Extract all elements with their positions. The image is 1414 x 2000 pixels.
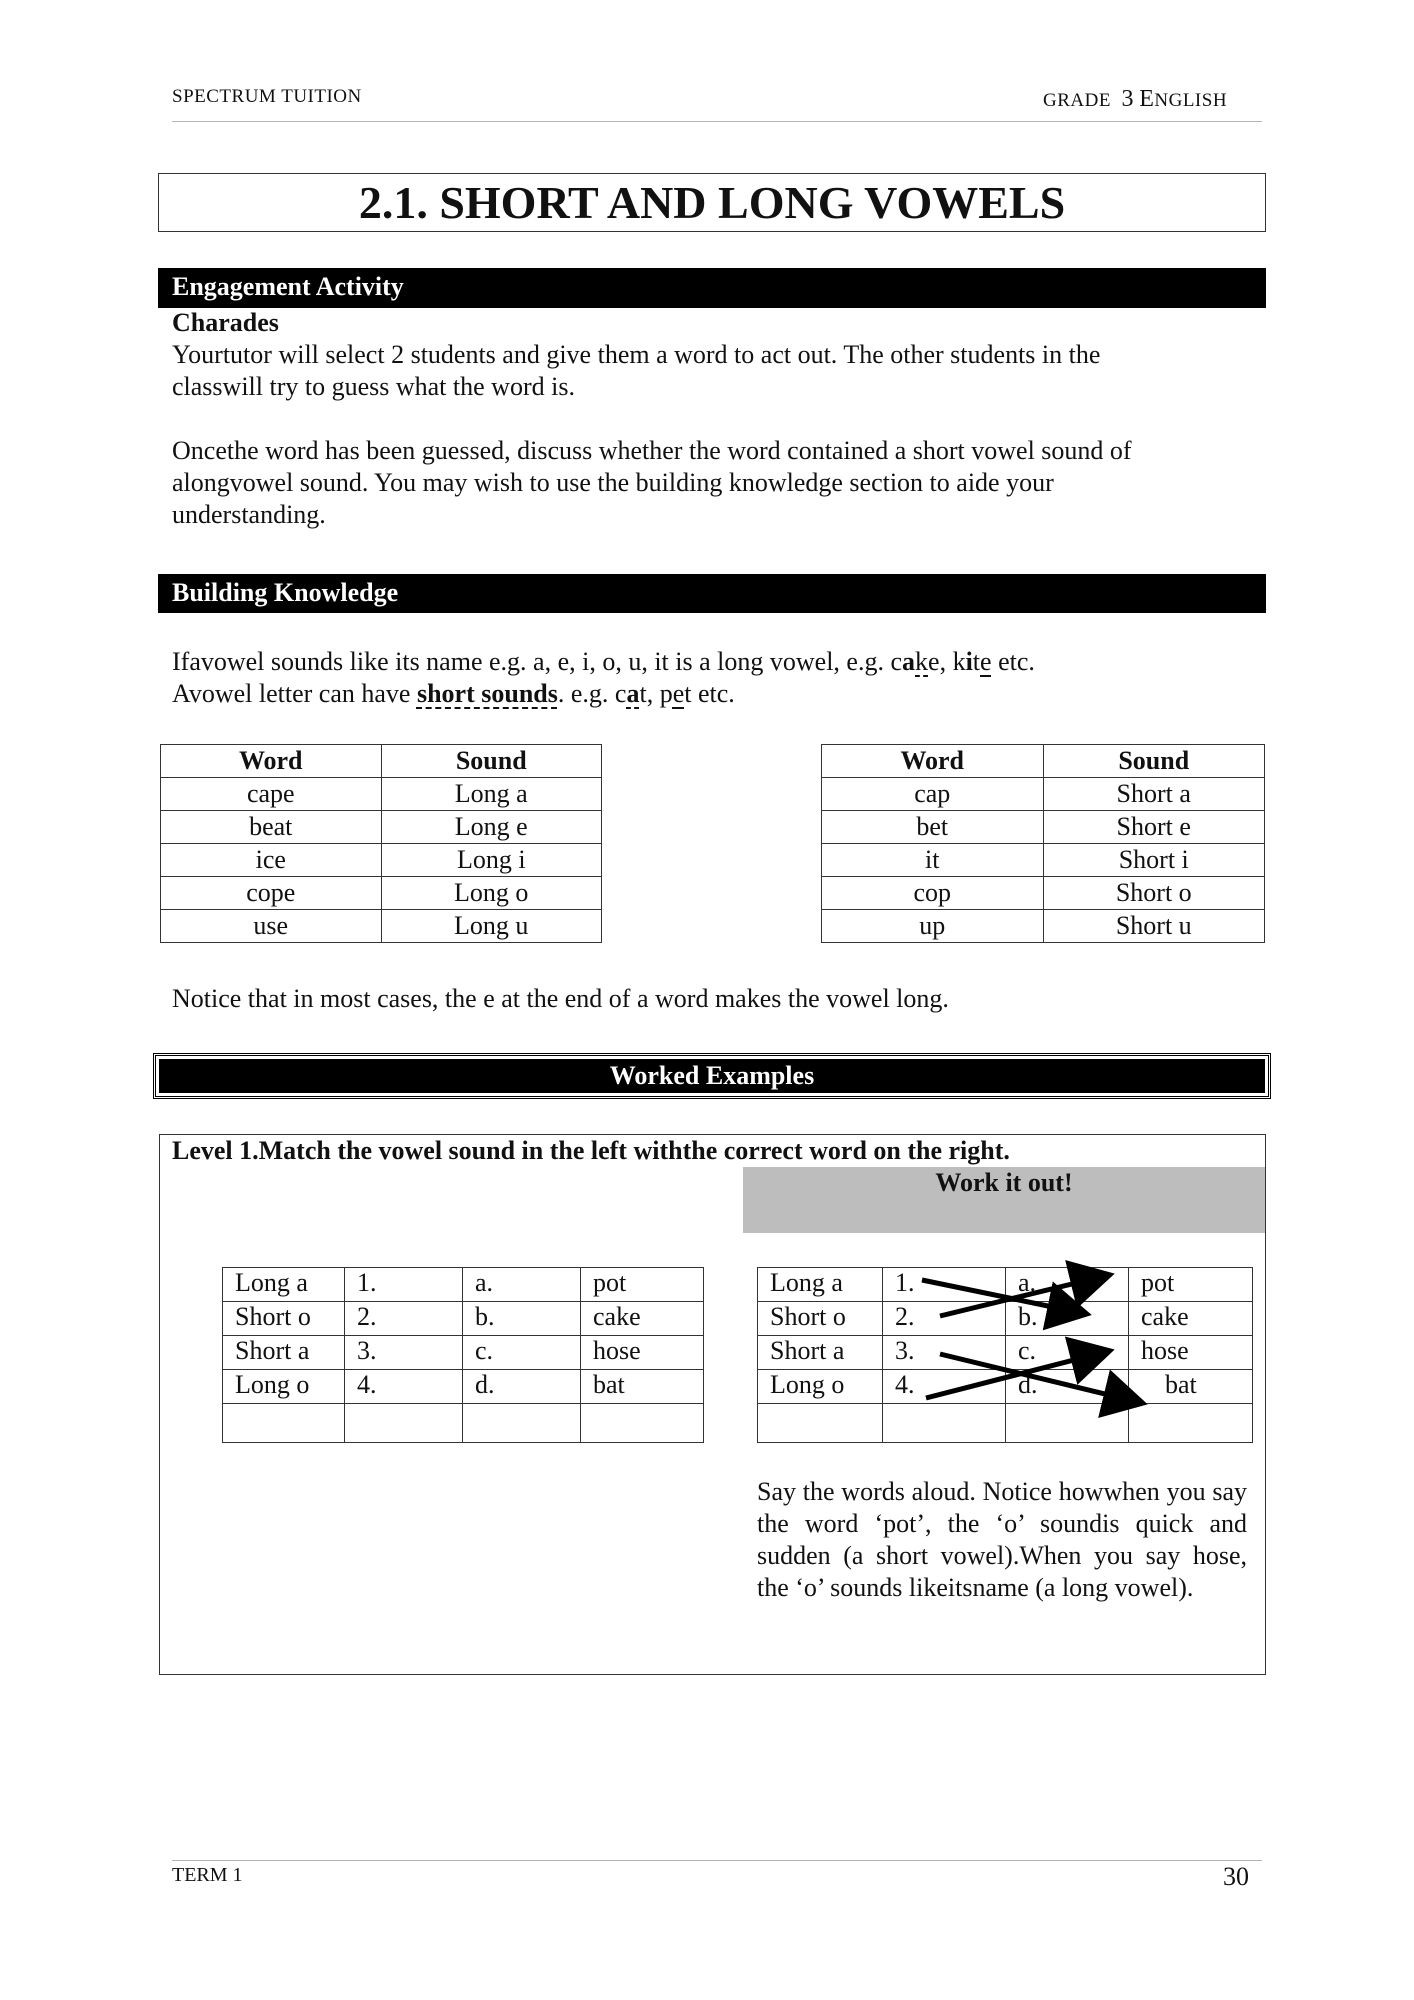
kite-e: e (980, 647, 992, 676)
pet-consonant: t (684, 679, 692, 708)
word-cell: cap (822, 778, 1044, 811)
short-sounds-term: short sounds (416, 679, 558, 708)
building-knowledge-bar: Building Knowledge (158, 574, 1266, 613)
engagement-para1-line1: Yourtutor will select 2 students and give them a word to act out. The other students in the (172, 340, 1101, 369)
sound-cell: Short i (1043, 844, 1265, 877)
footer-rule (172, 1860, 1262, 1861)
sound-cell: Short a (758, 1336, 883, 1370)
letter-cell: b. (1006, 1302, 1129, 1336)
letter-cell: a. (463, 1268, 581, 1302)
word-cell: ice (161, 844, 382, 877)
number-cell: 2. (345, 1302, 463, 1336)
header-subject-initial: E (1139, 86, 1155, 112)
word-cell: bat (1129, 1370, 1253, 1404)
header-grade-number: 3 (1121, 86, 1134, 112)
long-table-header-word: Word (161, 745, 382, 778)
header-grade-label: GRADE (1043, 90, 1111, 111)
level1-instruction: Level 1.Match the vowel sound in the left withthe correct word on the right. (172, 1136, 1010, 1165)
sound-cell: Short o (1043, 877, 1265, 910)
word-cell: cape (161, 778, 382, 811)
word-cell: cake (581, 1302, 704, 1336)
worked-examples-label: Worked Examples (159, 1059, 1265, 1093)
engagement-para1-line2: classwill try to guess what the word is. (172, 372, 575, 401)
word-cell: hose (581, 1336, 704, 1370)
sound-cell: Short a (223, 1336, 345, 1370)
sound-cell: Short o (758, 1302, 883, 1336)
number-cell: 3. (345, 1336, 463, 1370)
pet-vowel: e (672, 679, 685, 708)
engagement-para2-line1: Oncethe word has been guessed, discuss whether the word contained a short vowel sound of (172, 436, 1132, 465)
number-cell: 2. (883, 1302, 1006, 1336)
kite-consonant: t (972, 647, 981, 676)
word-cell: up (822, 910, 1044, 943)
building-line1-pre: Ifavowel sounds like its name e.g. a, e, i, o, u, it is a long vowel, e.g. c (172, 647, 903, 676)
engagement-para2-line3: understanding. (172, 500, 326, 529)
word-cell: bet (822, 811, 1044, 844)
word-cell: pot (581, 1268, 704, 1302)
letter-cell: b. (463, 1302, 581, 1336)
notice-text: Notice that in most cases, the e at the end of a word makes the vowel long. (172, 984, 949, 1013)
cake-consonant: k (915, 647, 929, 676)
sound-cell: Long i (381, 844, 602, 877)
sound-cell: Long o (758, 1370, 883, 1404)
sound-cell: Long e (381, 811, 602, 844)
letter-cell: c. (463, 1336, 581, 1370)
word-cell: beat (161, 811, 382, 844)
word-cell: use (161, 910, 382, 943)
arrow-short-o-to-pot (940, 1276, 1105, 1316)
sound-cell: Short a (1043, 778, 1265, 811)
number-cell: 1. (345, 1268, 463, 1302)
arrow-short-a-to-bat (940, 1354, 1138, 1402)
page-title: 2.1. SHORT AND LONG VOWELS (158, 173, 1266, 232)
building-line2-post: etc. (691, 679, 735, 708)
letter-cell: d. (463, 1370, 581, 1404)
letter-cell: a. (1006, 1268, 1129, 1302)
work-it-out-header: Work it out! (743, 1167, 1265, 1233)
sound-cell: Long a (381, 778, 602, 811)
word-cell: it (822, 844, 1044, 877)
sound-cell: Short u (1043, 910, 1265, 943)
sound-cell: Long u (381, 910, 602, 943)
letter-cell: d. (1006, 1370, 1129, 1404)
word-cell: hose (1129, 1336, 1253, 1370)
word-cell: cope (161, 877, 382, 910)
word-cell: cop (822, 877, 1044, 910)
sound-cell: Short o (223, 1302, 345, 1336)
sound-cell: Long o (223, 1370, 345, 1404)
page-number: 30 (1223, 1862, 1249, 1891)
number-cell: 4. (345, 1370, 463, 1404)
building-line2-mid: . e.g. c (557, 679, 627, 708)
sound-cell: Long o (381, 877, 602, 910)
cake-vowel: a (902, 647, 916, 676)
letter-cell: c. (1006, 1336, 1129, 1370)
header-subject-rest: NGLISH (1154, 90, 1228, 111)
cat-consonant: t (639, 679, 647, 708)
footer-term: TERM 1 (172, 1864, 243, 1886)
sound-cell: Short e (1043, 811, 1265, 844)
level1-explanation: Say the words aloud. Notice howwhen you say the word ‘pot’, the ‘o’ soundis quick and sudden (a short vowel).When you say hose, the ‘o’ sounds likeitsname (a long vowel). (757, 1477, 1247, 1602)
header-left: SPECTRUM TUITION (172, 86, 362, 107)
sound-cell: Long a (758, 1268, 883, 1302)
engagement-subheading: Charades (172, 308, 279, 337)
long-table-header-sound: Sound (381, 745, 602, 778)
building-line2-pre: Avowel letter can have (172, 679, 417, 708)
word-cell: pot (1129, 1268, 1253, 1302)
number-cell: 3. (883, 1336, 1006, 1370)
sound-cell: Long a (223, 1268, 345, 1302)
kite-vowel: i (965, 647, 973, 676)
engagement-para2-line2: alongvowel sound. You may wish to use the building knowledge section to aide your (172, 468, 1054, 497)
building-line1-mid: , k (939, 647, 966, 676)
cat-vowel: a (626, 679, 640, 708)
word-cell: cake (1129, 1302, 1253, 1336)
number-cell: 1. (883, 1268, 1006, 1302)
cake-e: e (928, 647, 940, 676)
number-cell: 4. (883, 1370, 1006, 1404)
word-cell: bat (581, 1370, 704, 1404)
building-line2-comma: , p (646, 679, 673, 708)
short-table-header-sound: Sound (1043, 745, 1265, 778)
short-table-header-word: Word (822, 745, 1044, 778)
building-line1-post: etc. (991, 647, 1035, 676)
engagement-bar: Engagement Activity (158, 268, 1266, 308)
